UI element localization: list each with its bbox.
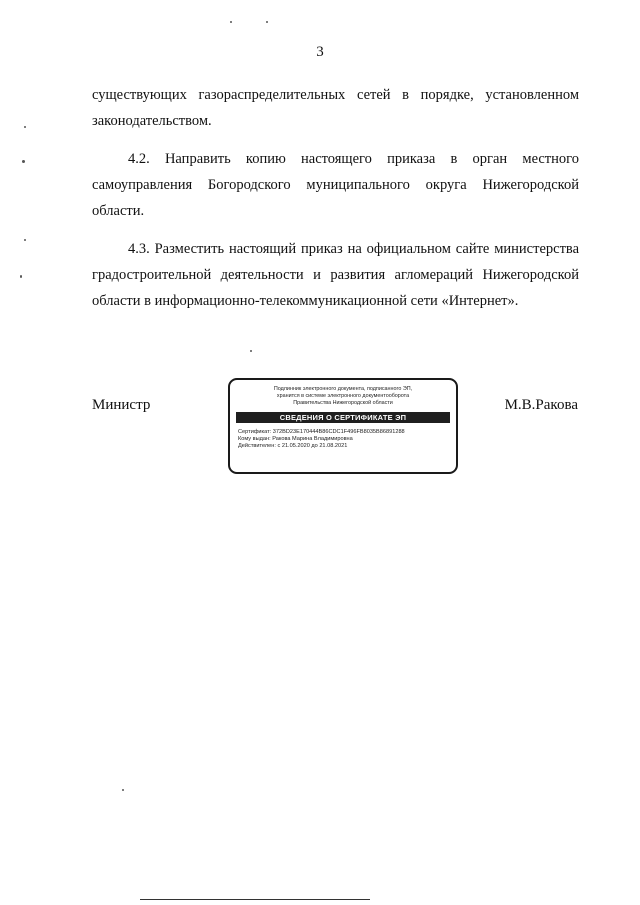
issued-to-value: Ракова Марина Владимировна (272, 436, 353, 443)
paragraph-2 (92, 146, 579, 224)
stamp-header (240, 386, 446, 407)
issued-to-label: Кому выдан: (238, 436, 271, 443)
signatory-name: М.В.Ракова (504, 397, 578, 413)
stamp-header-line-3: Правительства Нижегородской области (293, 400, 393, 406)
paragraph-1-line-2: законодательством. (92, 113, 212, 129)
paragraph-3-line-1: 4.3. Разместить настоящий приказ на официальном сайте министерства (128, 241, 579, 257)
valid-label: Действителен: (238, 443, 276, 450)
scan-speck (24, 126, 26, 128)
scan-edge-line (140, 899, 370, 900)
certificate-label: Сертификат: (238, 429, 272, 435)
paragraph-3-line-2: градостроительной деятельности и развития агломераций Нижегородской (92, 267, 579, 283)
paragraph-1-line-1: существующих газораспределительных сетей в порядке, установленном (92, 87, 579, 103)
scan-speck (24, 239, 26, 241)
scan-speck (250, 350, 252, 352)
valid-value: с 21.05.2020 до 21.08.2021 (277, 443, 348, 450)
paragraph-1 (92, 82, 579, 134)
stamp-certificate-row (238, 429, 448, 436)
body-text (92, 82, 579, 326)
signatory-title: Министр (92, 397, 151, 413)
paragraph-3 (92, 236, 579, 314)
electronic-signature-stamp (228, 378, 458, 474)
paragraph-3-line-3: области в информационно-телекоммуникационной сети «Интернет». (92, 293, 519, 309)
stamp-header-line-2: хранится в системе электронного документооборота (276, 393, 410, 399)
stamp-valid-row (238, 443, 448, 450)
paragraph-2-line-1: 4.2. Направить копию настоящего приказа в орган местного (128, 151, 579, 167)
scan-speck (20, 275, 22, 278)
scan-speck (22, 160, 25, 163)
scan-speck (266, 21, 268, 23)
paragraph-2-line-2: самоуправления Богородского муниципального округа Нижегородской (92, 177, 579, 193)
certificate-value: 372BD23E170444B86CDC1F496FB8035B86891288 (272, 429, 405, 435)
stamp-header-line-1: Подлинник электронного документа, подписанного ЭП, (273, 386, 413, 392)
paragraph-2-line-3: области. (92, 203, 145, 219)
stamp-banner: СВЕДЕНИЯ О СЕРТИФИКАТЕ ЭП (236, 412, 450, 423)
scan-speck (230, 21, 232, 23)
stamp-details (238, 429, 448, 451)
page-number: 3 (316, 44, 324, 60)
scan-speck (122, 789, 124, 791)
